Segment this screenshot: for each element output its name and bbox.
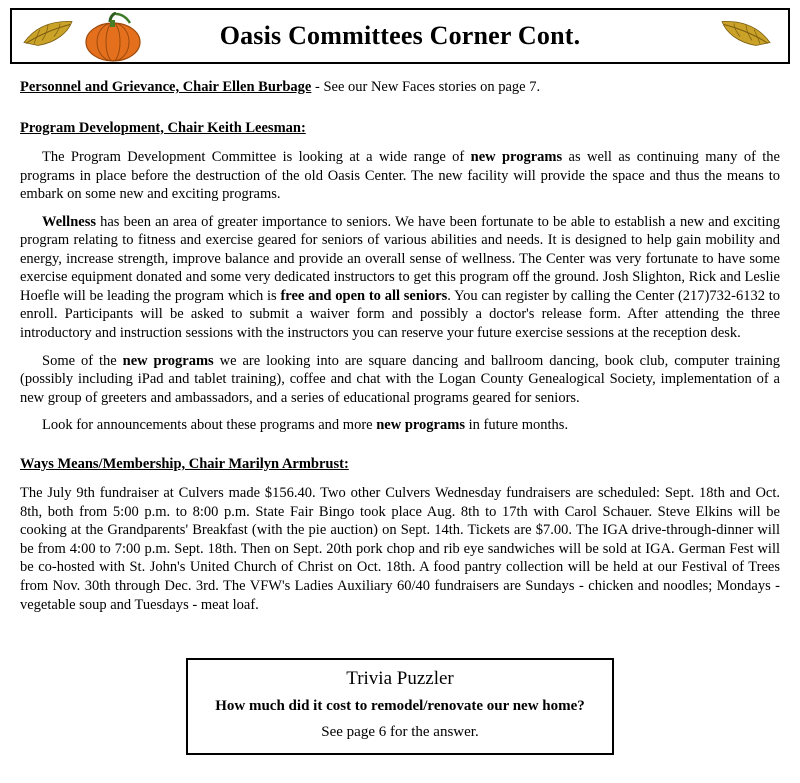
paragraph: The July 9th fundraiser at Culvers made $156.40. Two other Culvers Wednesday fundraisers are scheduled: Sept. 18th and Oct. 8th, both from 5:00 p.m. to 8:00 p.m. State Fair Bingo took place Aug. 8th to 17th with Carol Schauer. Steve Elkins will be cooking at the Grandparents' Breakfast (with the pie auction) on Sept. 14th. Tickets are $7.00. The IGA drive-through-dinner will be from 4:00 to 7:00 p.m. Sept. 18th. Then on Sept. 20th pork chop and rib eye sandwiches will be sold at IGA. German Fest will be co-hosted with St. John's United Church of Christ on Oct. 18th. A food pantry collection will be held at our Festival of Trees from Nov. 30th through Dec. 3rd. The VFW's Ladies Auxiliary 60/40 fundraisers are Sundays - chicken and noodles; Mondays - vegetable soup and Tuesdays - meat loaf.	[20, 485, 780, 613]
paragraph: Some of the new programs we are looking into are square dancing and ballroom dancing, book club, computer training (possibly including iPad and tablet training), coffee and chat with the Logan County Genealogical Society, implementation of a new group of greeters and ambassadors, and a series of educational programs geared for seniors.	[20, 352, 780, 406]
section-heading-tail: - See our New Faces stories on page 7.	[311, 79, 541, 95]
pumpkin-icon	[82, 12, 144, 69]
trivia-answer-pointer: See page 6 for the answer.	[321, 724, 479, 740]
trivia-question: How much did it cost to remodel/renovate our new home?	[215, 698, 585, 714]
masthead	[10, 8, 790, 64]
section-heading: Personnel and Grievance, Chair Ellen Burbage	[20, 79, 312, 95]
section-personnel-grievance	[20, 78, 780, 99]
page-title: Oasis Committees Corner Cont.	[219, 21, 581, 50]
paragraph: Look for announcements about these programs and more new programs in future months.	[42, 417, 569, 434]
autumn-leaf-icon	[20, 17, 90, 56]
section-heading: Ways Means/Membership, Chair Marilyn Armbrust:	[20, 455, 349, 472]
trivia-title: Trivia Puzzler	[346, 668, 454, 689]
paragraph: The Program Development Committee is looking at a wide range of new programs as well as continuing many of the programs in place before the destruction of the old Oasis Center. The new facility will provide the space and thus the means to embark on some new and exciting programs.	[20, 149, 780, 203]
section-heading-line	[20, 78, 780, 99]
section-heading: Program Development, Chair Keith Leesman:	[20, 119, 306, 136]
section-program-development	[20, 119, 780, 435]
trivia-puzzler-box	[186, 658, 614, 755]
autumn-leaf-icon	[704, 17, 774, 56]
section-ways-means-membership	[20, 455, 780, 614]
article-body	[20, 78, 780, 614]
section-heading-line	[20, 455, 780, 476]
paragraph: Wellness has been an area of greater importance to seniors. We have been fortunate to be able to establish a new and exciting program relating to fitness and exercise geared for seniors of various abilities and needs. It is designed to help gain mobility and energy, increase strength, improve balance and provide an overall sense of wellness. The Center was very fortunate to have some exercise equipment donated and some very dedicated instructors to get this program off the ground. Josh Slighton, Rick and Leslie Hoefle will be leading the program which is free and open to all seniors. You can register by calling the Center (217)732-6132 to enroll. Participants will be asked to submit a waiver form and possibly a doctor's release form. After attending the three introductory and instruction sessions with the instructors you can reserve your future exercise sessions at the reception desk.	[20, 213, 780, 342]
newsletter-page	[0, 8, 800, 783]
section-heading-line	[20, 119, 780, 140]
